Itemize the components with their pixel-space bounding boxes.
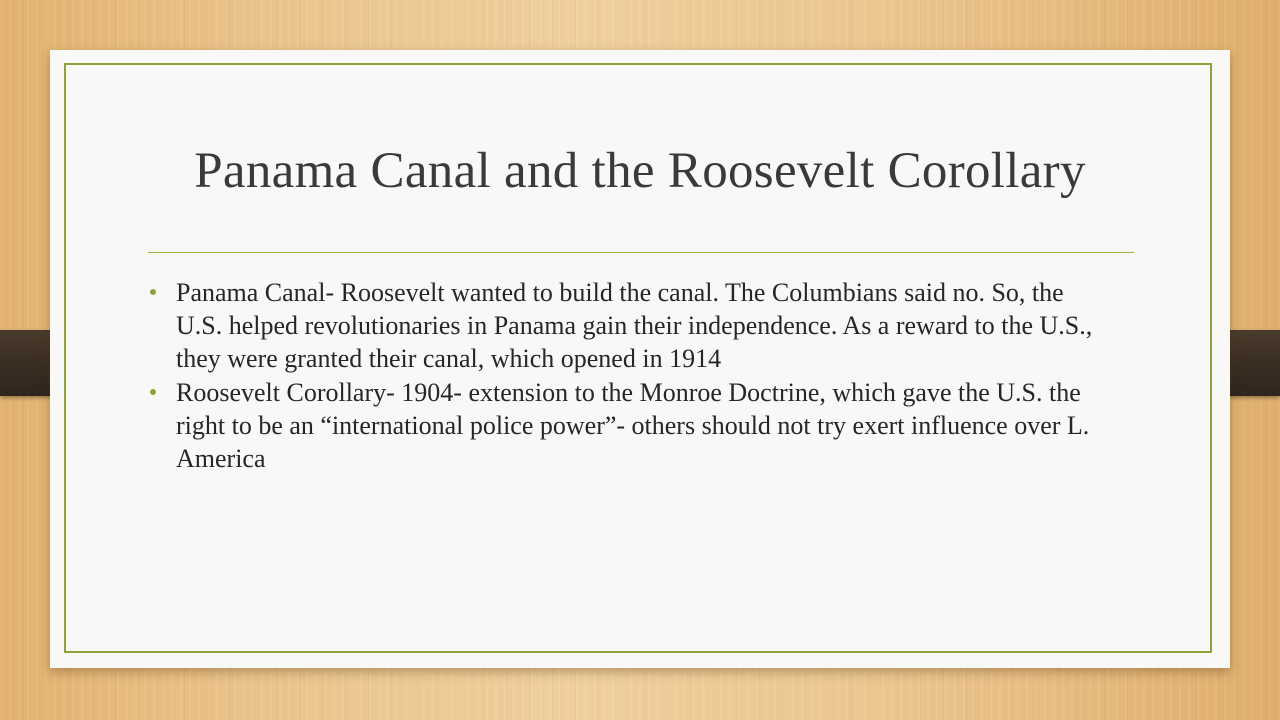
bullet-item-roosevelt-corollary (146, 376, 1106, 475)
bullet-dot-icon (150, 389, 156, 395)
bullet-text: Panama Canal- Roosevelt wanted to build the canal. The Columbians said no. So, the U.S. helped revolutionaries in Panama gain their independence. As a reward to the U.S., they were granted their canal, which opened in 1914 (176, 278, 1093, 373)
title-divider (148, 252, 1134, 253)
slide-title: Panama Canal and the Roosevelt Corollary (194, 143, 1086, 199)
bullet-item-panama-canal (146, 276, 1106, 375)
bullet-list (146, 276, 1106, 476)
bullet-dot-icon (150, 289, 156, 295)
slide-card (50, 50, 1230, 668)
bullet-text: Roosevelt Corollary- 1904- extension to the Monroe Doctrine, which gave the U.S. the right to be an “international police power”- others should not try exert influence over L. America (176, 378, 1090, 473)
